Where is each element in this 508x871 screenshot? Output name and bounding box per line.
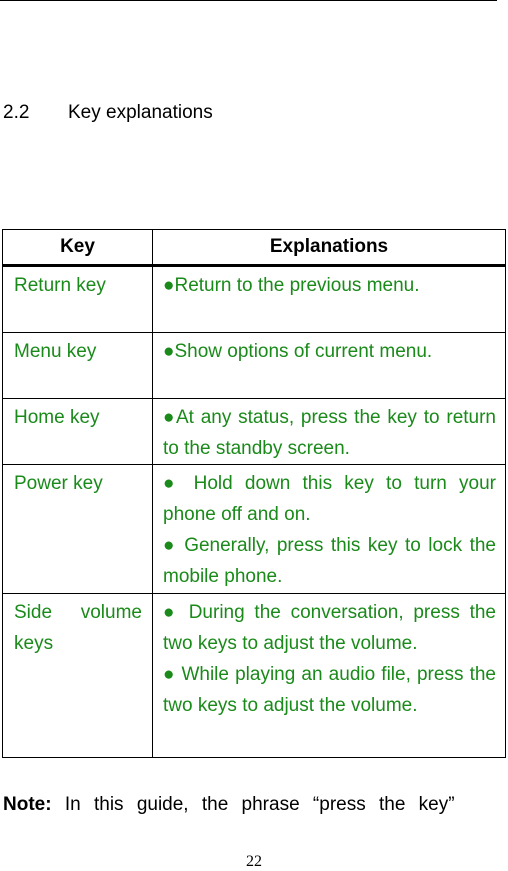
explanation-item: ●At any status, press the key to return to the standby screen. xyxy=(163,407,496,459)
table-row xyxy=(3,594,506,758)
key-explanation xyxy=(153,399,506,465)
note-text: In this guide, the phrase “press the key” xyxy=(64,794,455,815)
explanation-item: ● Hold down this key to turn your phone off and on. xyxy=(163,473,496,525)
key-name: Side volume keys xyxy=(3,594,153,758)
section-number: 2.2 xyxy=(3,102,30,123)
explanation-item: ● During the conversation, press the two keys to adjust the volume. xyxy=(163,602,496,654)
section-title: Key explanations xyxy=(68,102,213,123)
top-rule xyxy=(0,0,497,1)
table-header-row xyxy=(3,230,506,266)
key-explanations-table xyxy=(2,229,506,758)
key-name: Return key xyxy=(3,266,153,333)
section-heading xyxy=(3,102,213,124)
key-explanation xyxy=(153,266,506,333)
explanation-item: ● Generally, press this key to lock the mobile phone. xyxy=(163,535,496,587)
key-name: Power key xyxy=(3,465,153,594)
table-row xyxy=(3,333,506,399)
key-name: Home key xyxy=(3,399,153,465)
key-explanation xyxy=(153,594,506,758)
table-row xyxy=(3,266,506,333)
table-row xyxy=(3,399,506,465)
page-number: 22 xyxy=(246,853,262,870)
key-explanation xyxy=(153,465,506,594)
table-row xyxy=(3,465,506,594)
note-paragraph xyxy=(3,794,483,816)
explanation-item: ●Show options of current menu. xyxy=(163,341,433,362)
column-header-key: Key xyxy=(3,230,153,266)
key-explanation xyxy=(153,333,506,399)
key-name: Menu key xyxy=(3,333,153,399)
explanation-item: ●Return to the previous menu. xyxy=(163,275,420,296)
column-header-explanations: Explanations xyxy=(153,230,506,266)
note-label: Note: xyxy=(3,794,52,815)
explanation-item: ● While playing an audio file, press the two keys to adjust the volume. xyxy=(163,664,496,716)
